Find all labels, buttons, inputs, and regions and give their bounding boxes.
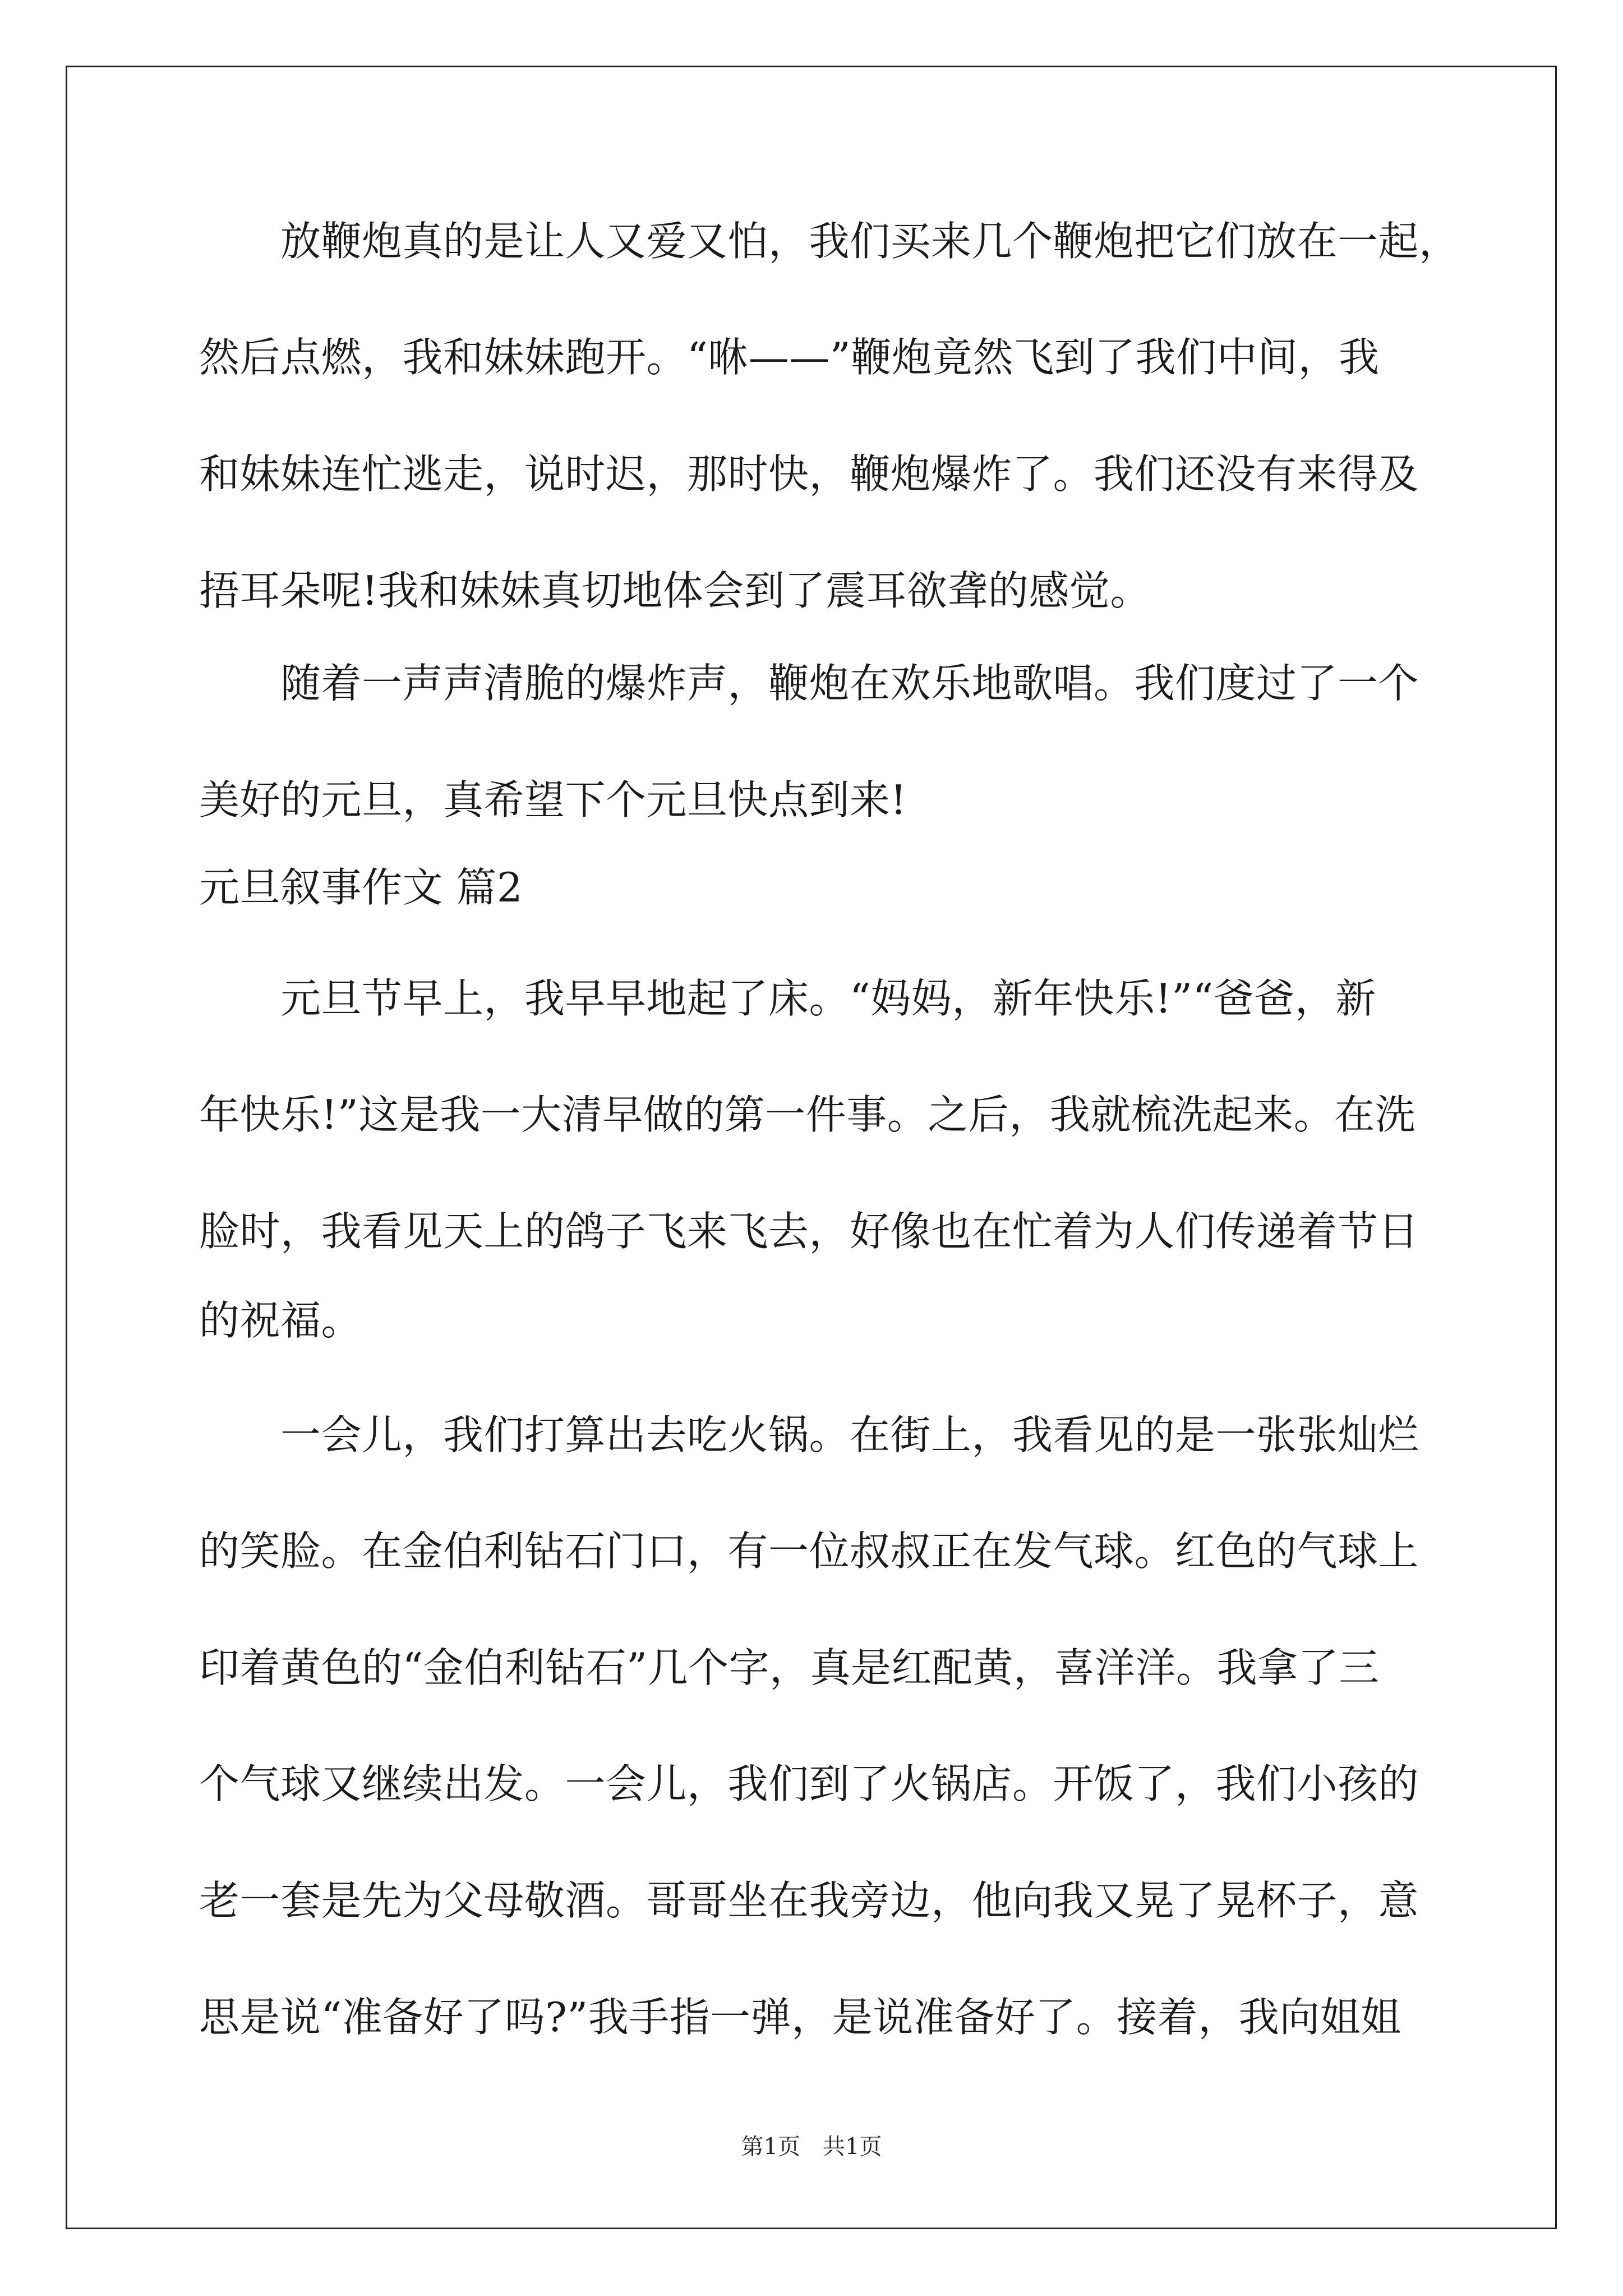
text-line: 和妹妹连忙逃走，说时迟，那时快，鞭炮爆炸了。我们还没有来得及: [199, 450, 1419, 498]
text-line: 元旦节早上，我早早地起了床。“妈妈，新年快乐!”“爸爸，新: [199, 975, 1376, 1022]
section-heading: 元旦叙事作文 篇2: [199, 864, 523, 911]
text-line: 的笑脸。在金伯利钻石门口，有一位叔叔正在发气球。红色的气球上: [199, 1527, 1419, 1575]
text-line: 脸时，我看见天上的鸽子飞来飞去，好像也在忙着为人们传递着节日: [199, 1208, 1419, 1255]
text-line: 个气球又继续出发。一会儿，我们到了火锅店。开饭了，我们小孩的: [199, 1760, 1419, 1807]
page-number-footer: 第1页 共1页: [741, 2134, 882, 2160]
text-line: 老一套是先为父母敬酒。哥哥坐在我旁边，他向我又晃了晃杯子，意: [199, 1877, 1419, 1924]
text-line: 捂耳朵呢!我和妹妹真切地体会到了震耳欲聋的感觉。: [199, 567, 1151, 614]
text-line: 的祝福。: [199, 1297, 362, 1344]
text-line: 思是说“准备好了吗?”我手指一弹，是说准备好了。接着，我向姐姐: [199, 1994, 1401, 2041]
text-line: 年快乐!”这是我一大清早做的第一件事。之后，我就梳洗起来。在洗: [199, 1091, 1416, 1138]
text-line: 放鞭炮真的是让人又爱又怕，我们买来几个鞭炮把它们放在一起，: [199, 218, 1460, 265]
text-line: 一会儿，我们打算出去吃火锅。在街上，我看见的是一张张灿烂: [199, 1411, 1419, 1458]
text-line: 然后点燃，我和妹妹跑开。“咻——”鞭炮竟然飞到了我们中间，我: [199, 334, 1380, 381]
text-line: 美好的元旦，真希望下个元旦快点到来!: [199, 776, 907, 823]
text-line: 随着一声声清脆的爆炸声，鞭炮在欢乐地歌唱。我们度过了一个: [199, 660, 1419, 707]
text-line: 印着黄色的“金伯利钻石”几个字，真是红配黄，喜洋洋。我拿了三: [199, 1644, 1380, 1691]
